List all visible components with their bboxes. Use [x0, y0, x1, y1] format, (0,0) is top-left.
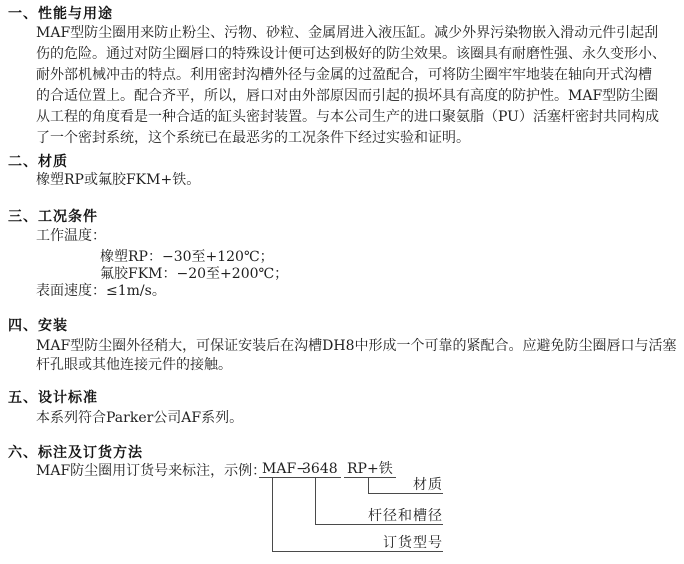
section-3-line-1: 工作温度： — [36, 228, 106, 244]
diagram-leader-line-order-model — [272, 477, 273, 552]
section-1-line-1: MAF型防尘圈用来防止粉尘、污物、砂粒、金属屑进入液压缸。减少外界污染物嵌入滑动元件引起刮 — [36, 25, 659, 41]
diagram-underline-material — [368, 493, 443, 494]
section-3-line-2: 橡塑RP：−30至+120℃； — [100, 249, 274, 265]
section-5-heading: 五、设计标准 — [8, 390, 98, 406]
section-2-line-1: 橡塑RP或氟胶FKM+铁。 — [36, 172, 201, 188]
diagram-underline-rod-groove — [315, 524, 443, 525]
diagram-leader-line-rod-groove — [315, 477, 316, 525]
section-4-heading: 四、安装 — [8, 318, 68, 334]
diagram-label-order-model: 订货型号 — [383, 535, 443, 551]
diagram-label-material: 材质 — [413, 477, 443, 493]
section-6-line-1: MAF防尘圈用订货号来标注，示例： — [36, 463, 267, 479]
section-6-heading: 六、标注及订货方法 — [8, 445, 143, 461]
section-4-line-1: MAF型防尘圈外径稍大，可保证安装后在沟槽DH8中形成一个可靠的紧配合。应避免防尘圈唇口与活塞 — [36, 338, 677, 354]
section-1-heading: 一、性能与用途 — [8, 6, 113, 22]
order-code-size: 3648 — [299, 462, 341, 478]
section-5-line-1: 本系列符合Parker公司AF系列。 — [36, 410, 244, 426]
diagram-leader-line-material — [368, 477, 369, 494]
section-1-line-2: 伤的危险。通过对防尘圈唇口的特殊设计便可达到极好的防尘效果。该圈具有耐磨性强、永久变形小、 — [36, 46, 666, 62]
diagram-label-rod-groove: 杆径和槽径 — [368, 508, 443, 524]
order-code-material: RP+铁 — [344, 462, 396, 478]
section-2-heading: 二、材质 — [8, 154, 68, 170]
diagram-underline-order-model — [272, 551, 443, 552]
order-code-prefix: MAF− — [259, 462, 311, 478]
section-1-line-5: 从工程的角度看是一种合适的缸头密封装置。与本公司生产的进口聚氨脂（PU）活塞杆密封共同构成 — [36, 109, 659, 125]
section-1-line-4: 的合适位置上。配合齐平，所以，唇口对由外部原因而引起的损坏具有高度的防护性。MAF型防尘圈 — [36, 88, 659, 104]
section-3-line-3: 氟胶FKM：−20至+200℃； — [100, 266, 289, 282]
section-1-line-3: 耐外部机械冲击的特点。利用密封沟槽外径与金属的过盈配合，可将防尘圈牢牢地装在轴向开式沟槽 — [36, 67, 652, 83]
section-3-line-4: 表面速度：≤1m/s。 — [36, 283, 166, 299]
section-3-heading: 三、工况条件 — [8, 209, 98, 225]
section-4-line-2: 杆孔眼或其他连接元件的接触。 — [36, 357, 232, 373]
section-1-line-6: 了一个密封系统，这个系统已在最恶劣的工况条件下经过实验和证明。 — [36, 130, 470, 146]
